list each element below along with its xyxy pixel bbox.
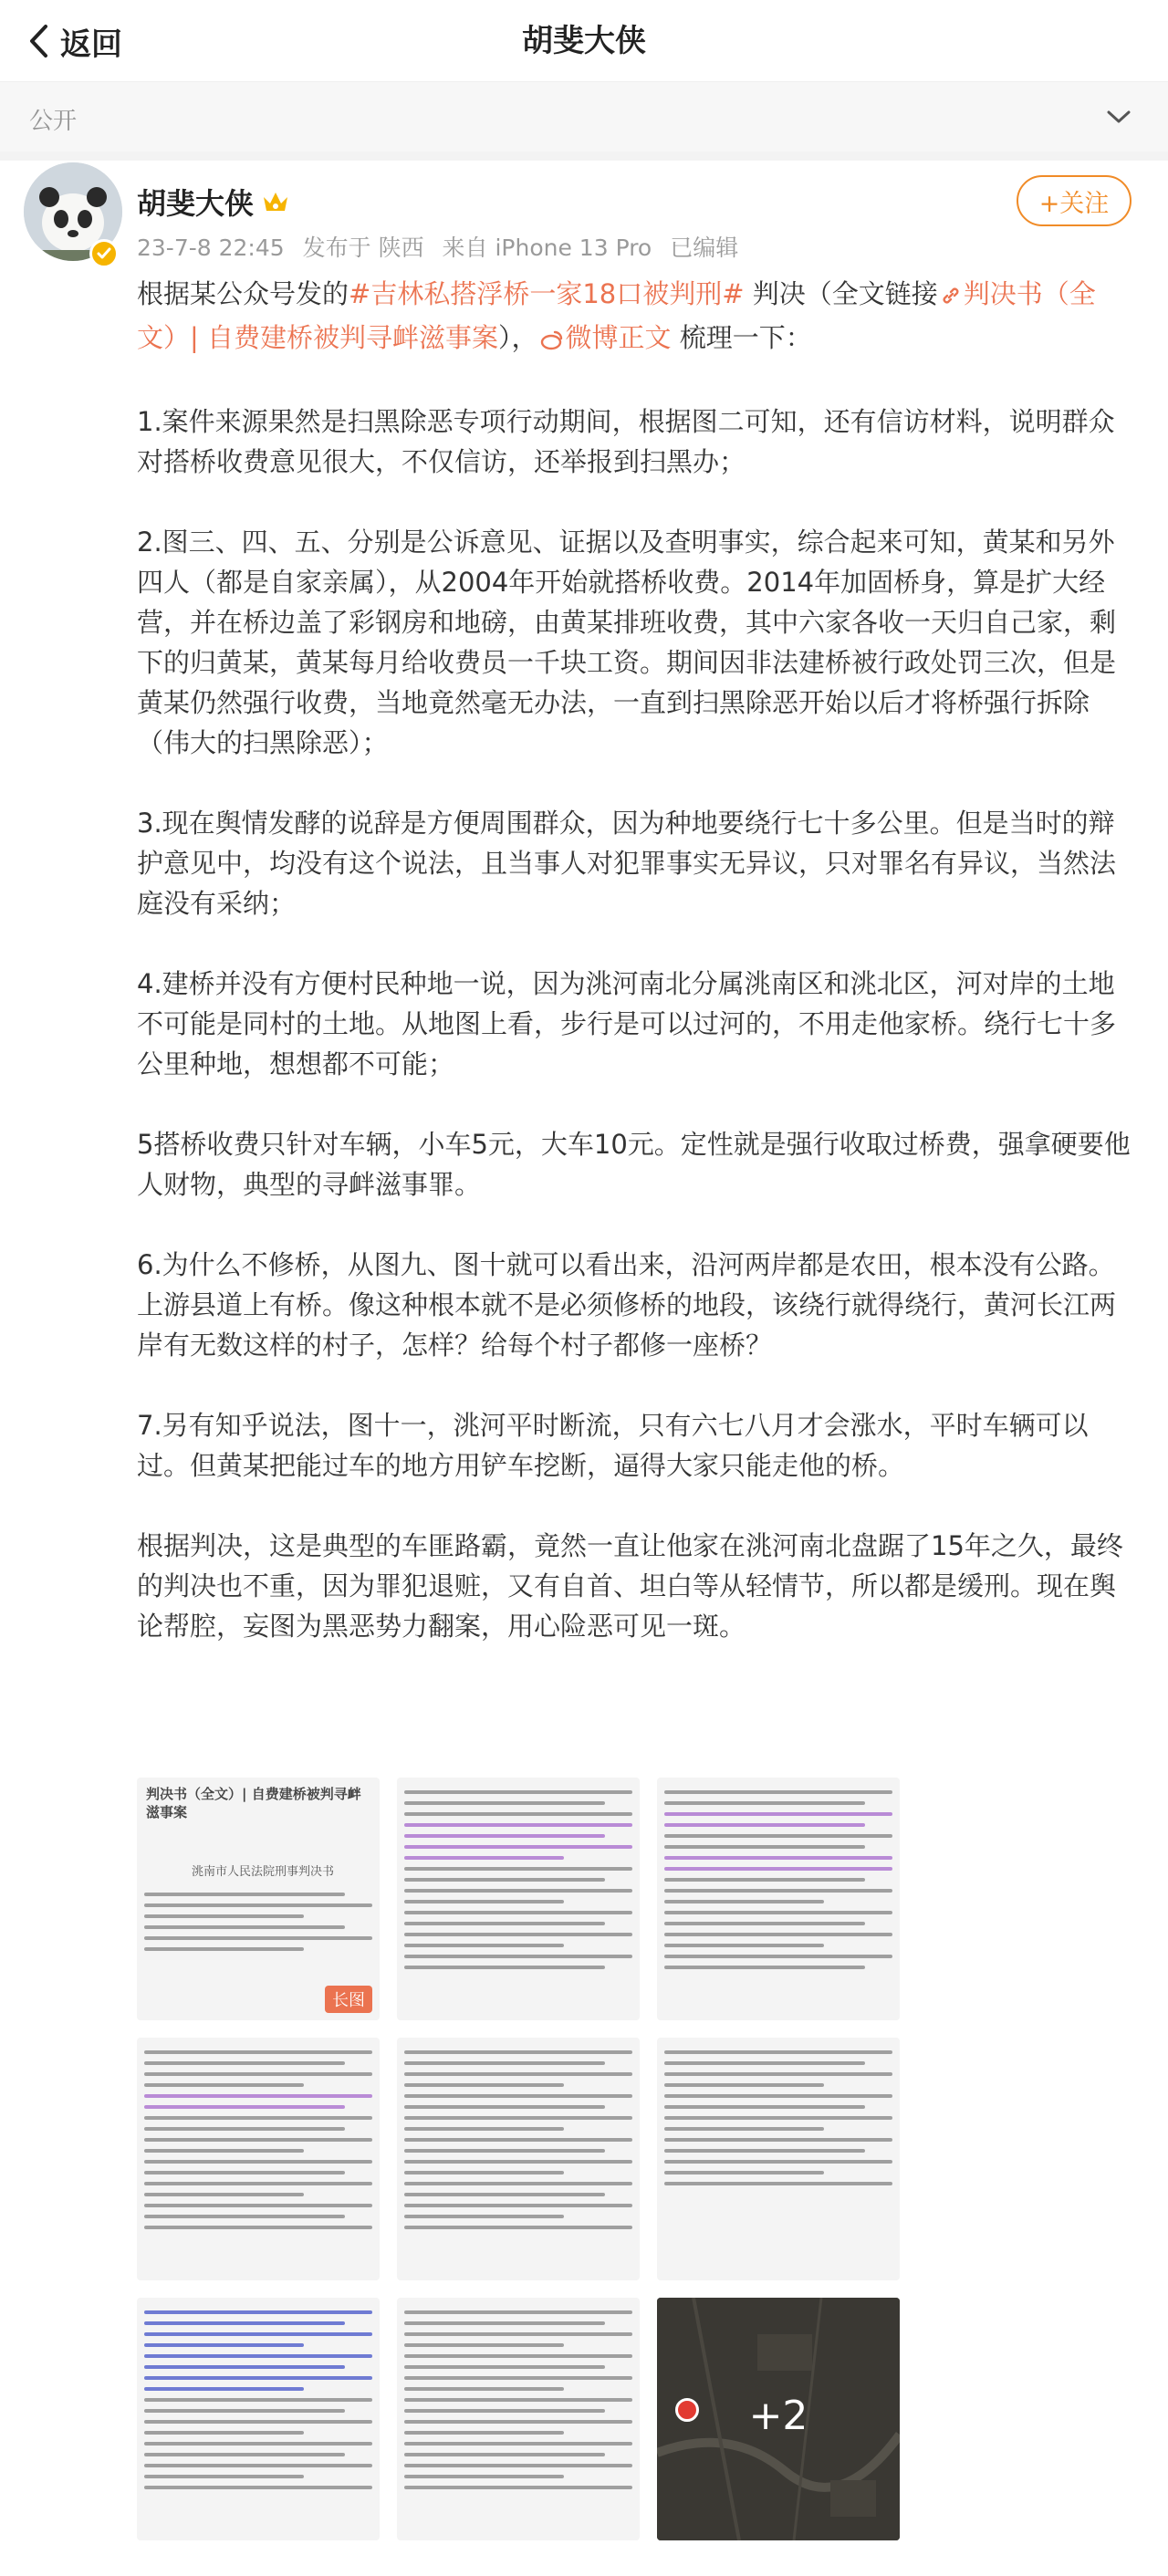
author-name[interactable]: 胡斐大侠 bbox=[137, 186, 255, 221]
post-paragraph-2: 2.图三、四、五、分别是公诉意见、证据以及查明事实，综合起来可知，黄某和另外四人（都是自家亲属），从2004年开始就搭桥收费。2014年加固桥身，算是扩大经营，并在桥边盖了彩钢房和地磅，由黄某排班收费，其中六家各收一天归自己家，剩下的归黄某，黄某每月给收费员一千块工资。期间因非法建桥被行政处罚三次，但是黄某仍然强行收费，当地竟然毫无办法，一直到扫黑除恶开始以后才将桥强行拆除（伟大的扫黑除恶）； bbox=[137, 527, 1117, 758]
post-intro bbox=[137, 274, 1141, 361]
image-thumb-4[interactable] bbox=[137, 2038, 380, 2280]
doc-lines bbox=[404, 2043, 632, 2237]
post-edited: 已编辑 bbox=[670, 235, 739, 261]
doc-lines bbox=[404, 1783, 632, 1976]
image-thumb-7[interactable] bbox=[137, 2298, 380, 2540]
post-paragraph-7: 7.另有知乎说法，图十一，洮河平时断流，只有六七八月才会涨水，平时车辆可以过。但黄某把能过车的地方用铲车挖断，逼得大家只能走他的桥。 bbox=[137, 1410, 1089, 1481]
page-title: 胡斐大侠 bbox=[522, 23, 646, 59]
doc-lines bbox=[144, 1885, 372, 1958]
doc-lines bbox=[664, 2043, 892, 2193]
more-images-count: +2 bbox=[748, 2393, 808, 2439]
article-link[interactable]: 判决书（全文）| 自费建桥被判寻衅滋事案 bbox=[137, 278, 1096, 353]
link-icon bbox=[940, 277, 962, 318]
post-paragraph-6: 6.为什么不修桥，从图九、图十就可以看出来，沿河两岸都是农田，根本没有公路。上游县道上有桥。像这种根本就不是必须修桥的地段，该绕行就得绕行，黄河长江两岸有无数这样的村子，怎样？给每个村子都修一座桥？ bbox=[137, 1249, 1117, 1361]
post-location: 发布于 陕西 bbox=[302, 235, 424, 261]
visibility-row[interactable] bbox=[0, 82, 1168, 151]
crown-icon bbox=[261, 188, 292, 215]
visibility-label: 公开 bbox=[29, 108, 78, 135]
doc-lines bbox=[404, 2303, 632, 2497]
image-thumb-2[interactable] bbox=[397, 1778, 640, 2020]
doc-lines bbox=[144, 2043, 372, 2237]
image-thumb-3[interactable] bbox=[657, 1778, 900, 2020]
author-block bbox=[137, 181, 292, 223]
post-paragraph-8: 根据判决，这是典型的车匪路霸，竟然一直让他家在洮河南北盘踞了15年之久，最终的判决也不重，因为罪犯退赃，又有自首、坦白等从轻情节，所以都是缓刑。现在舆论帮腔，妄图为黑恶势力翻案，用心险恶可见一斑。 bbox=[137, 1530, 1123, 1642]
intro-text-after-link: ）， bbox=[498, 322, 538, 353]
intro-text: 根据某公众号发的 bbox=[137, 278, 349, 309]
doc-lines bbox=[144, 2303, 372, 2497]
chevron-down-icon[interactable] bbox=[1102, 100, 1135, 133]
post-content bbox=[137, 274, 1141, 1686]
long-image-badge: 长图 bbox=[325, 1986, 372, 2013]
post-paragraph-3: 3.现在舆情发酵的说辞是方便周围群众，因为种地要绕行七十多公里。但是当时的辩护意见中，均没有这个说法，且当事人对犯罪事实无异议，只对罪名有异议，当然法庭没有采纳； bbox=[137, 808, 1117, 919]
thumb-heading: 判决书（全文）| 自费建桥被判寻衅滋事案 bbox=[146, 1786, 361, 1820]
image-thumb-1[interactable] bbox=[137, 1778, 380, 2020]
section-divider bbox=[0, 151, 1168, 161]
post-paragraph-5: 5搭桥收费只针对车辆，小车5元，大车10元。定性就是强行收取过桥费，强拿硬要他人财物，典型的寻衅滋事罪。 bbox=[137, 1129, 1131, 1200]
weibo-text-link[interactable]: 微博正文 bbox=[565, 322, 672, 353]
verified-badge-icon bbox=[89, 239, 119, 268]
image-thumb-9-more[interactable] bbox=[657, 2298, 900, 2540]
image-thumb-6[interactable] bbox=[657, 2038, 900, 2280]
image-thumb-8[interactable] bbox=[397, 2298, 640, 2540]
intro-text-end: 梳理一下： bbox=[671, 322, 812, 353]
follow-button[interactable]: +关注 bbox=[1017, 175, 1132, 226]
post-device: 来自 iPhone 13 Pro bbox=[442, 235, 652, 261]
top-nav-bar bbox=[0, 0, 1168, 82]
intro-text-middle: 判决（全文链接 bbox=[744, 278, 938, 309]
image-thumb-5[interactable] bbox=[397, 2038, 640, 2280]
weibo-icon bbox=[540, 321, 564, 361]
post-date: 23-7-8 22:45 bbox=[137, 235, 285, 261]
image-grid bbox=[137, 1778, 1141, 2537]
post-paragraph-4: 4.建桥并没有方便村民种地一说，因为洮河南北分属洮南区和洮北区，河对岸的土地不可能是同村的土地。从地图上看，步行是可以过河的，不用走他家桥。绕行七十多公里种地，想想都不可能； bbox=[137, 968, 1117, 1079]
hashtag-link[interactable]: #吉林私搭浮桥一家18口被判刑# bbox=[349, 278, 745, 309]
back-label: 返回 bbox=[60, 26, 122, 63]
post-paragraph-1: 1.案件来源果然是扫黑除恶专项行动期间，根据图二可知，还有信访材料，说明群众对搭桥收费意见很大，不仅信访，还举报到扫黑办； bbox=[137, 406, 1115, 477]
post-meta bbox=[137, 230, 738, 263]
doc-lines bbox=[664, 1783, 892, 1976]
thumb-court: 洮南市人民法院刑事判决书 bbox=[192, 1865, 335, 1879]
